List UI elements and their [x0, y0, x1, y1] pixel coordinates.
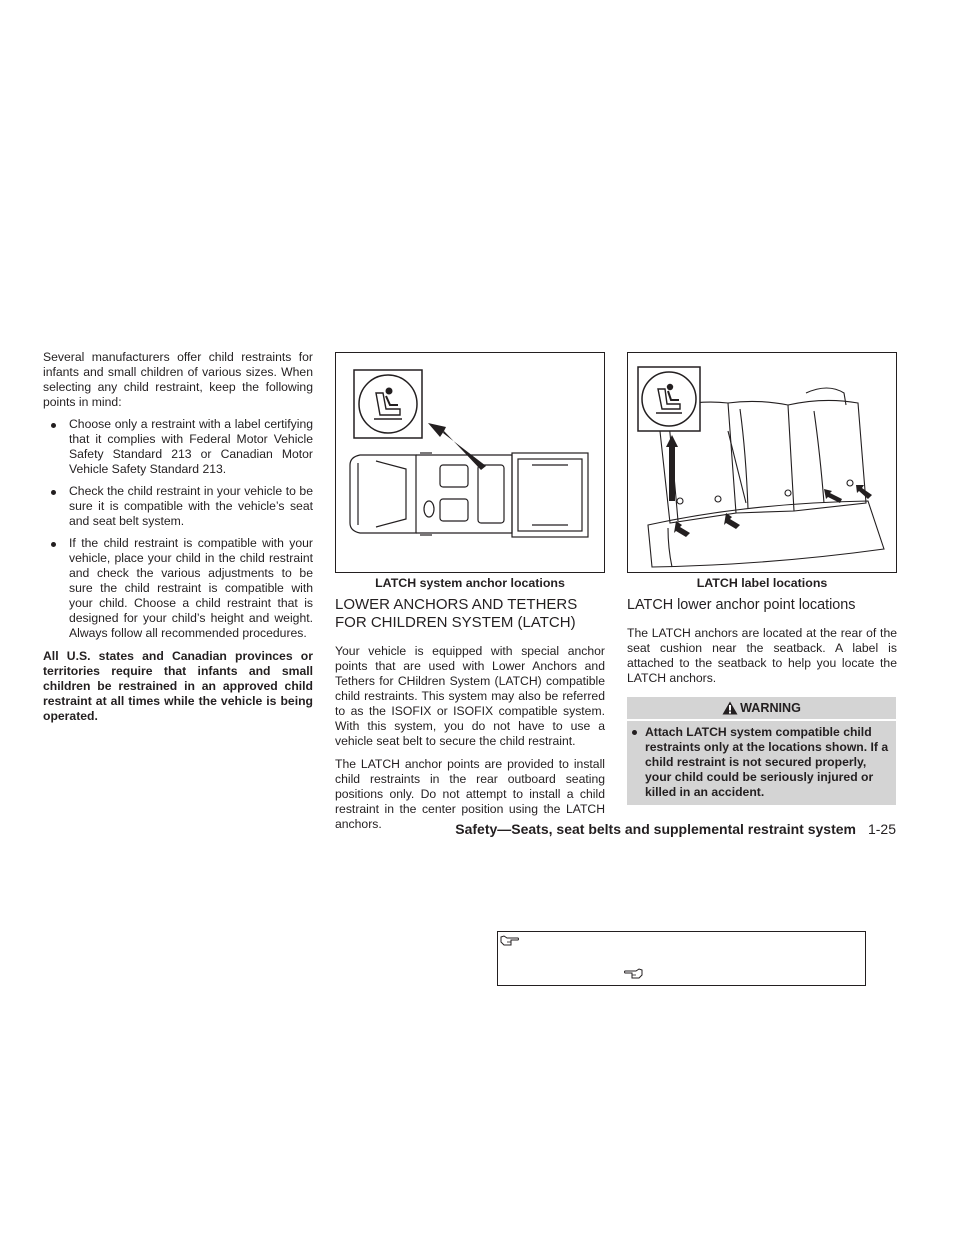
footer-section-title: Safety—Seats, seat belts and supplemental restraint system	[455, 821, 856, 837]
bullet-dot	[51, 423, 56, 428]
child-seat-latch-icon	[638, 367, 700, 431]
child-seat-latch-icon	[354, 370, 422, 438]
bullet-dot	[51, 490, 56, 495]
legal-requirement-note: All U.S. states and Canadian provinces or territories require that infants and small children be restrained in an approved child restraint at all times while the vehicle is being operated.	[43, 649, 313, 723]
warning-triangle-icon	[722, 701, 738, 715]
bullet-text: Check the child restraint in your vehicle to be sure it is compatible with the vehicle’s seat and seat belt system.	[69, 484, 313, 528]
warning-text: Attach LATCH system compatible child restraints only at the locations shown. If a child restraint is not secured properly, your child could be seriously injured or killed in an accident.	[645, 725, 889, 799]
figure-caption: LATCH label locations	[696, 576, 828, 590]
pointing-hand-left-icon	[623, 966, 643, 979]
page-number: 1-25	[867, 821, 896, 837]
list-item	[43, 417, 313, 477]
warning-header	[627, 697, 896, 721]
latch-description-paragraph: Your vehicle is equipped with special anchor points that are used with Lower Anchors and Tethers for CHildren System (LATCH) compatible child restraints. This system may also be referred to as the ISOFIX or ISOFIX compatible system. With this system, you do not have to use a vehicle seat belt to secure the child restraint.	[335, 644, 605, 748]
list-item	[43, 536, 313, 641]
latch-positions-paragraph: The LATCH anchor points are provided to install child restraints in the rear outboard seating positions only. Do not attempt to install a child restraint in the center position using the LATCH anchors.	[335, 757, 605, 831]
pointing-hand-icon	[500, 933, 520, 946]
bullet-text: Choose only a restraint with a label certifying that it complies with Federal Motor Vehicle Safety Standard 213 or Canadian Motor Vehicle Safety Standard 213.	[69, 417, 313, 476]
vehicle-top-view	[350, 453, 588, 537]
selection-bullets	[43, 417, 313, 641]
list-item	[43, 484, 313, 529]
warning-box	[627, 697, 896, 805]
latch-anchor-diagram	[335, 352, 605, 573]
intro-paragraph: Several manufacturers offer child restraints for infants and small children of various sizes. When selecting any child restraint, keep the following points in mind:	[43, 350, 313, 409]
column-3	[627, 352, 897, 805]
reference-box	[497, 931, 866, 986]
section-heading: LOWER ANCHORS AND TETHERS FOR CHILDREN SYSTEM (LATCH)	[335, 596, 578, 631]
anchor-location-paragraph: The LATCH anchors are located at the rear of the seat cushion near the seatback. A label is attached to the seatback to help you locate the LATCH anchors.	[627, 626, 897, 685]
warning-title: WARNING	[740, 701, 801, 715]
column-2	[335, 352, 605, 832]
warning-content	[627, 721, 896, 805]
latch-label-diagram	[627, 352, 897, 573]
page-footer	[420, 821, 896, 837]
column-1	[43, 350, 313, 724]
bullet-dot	[51, 542, 56, 547]
section-heading: LATCH lower anchor point locations	[627, 597, 856, 613]
bullet-dot	[632, 730, 637, 735]
figure-caption: LATCH system anchor locations	[375, 576, 565, 590]
bullet-text: If the child restraint is compatible with your vehicle, place your child in the child restraint and check the various adjustments to be sure the child restraint is compatible with your child. Choose a child restraint that is designed for your child’s height and weight. Always follow all recommended procedures.	[69, 536, 313, 640]
